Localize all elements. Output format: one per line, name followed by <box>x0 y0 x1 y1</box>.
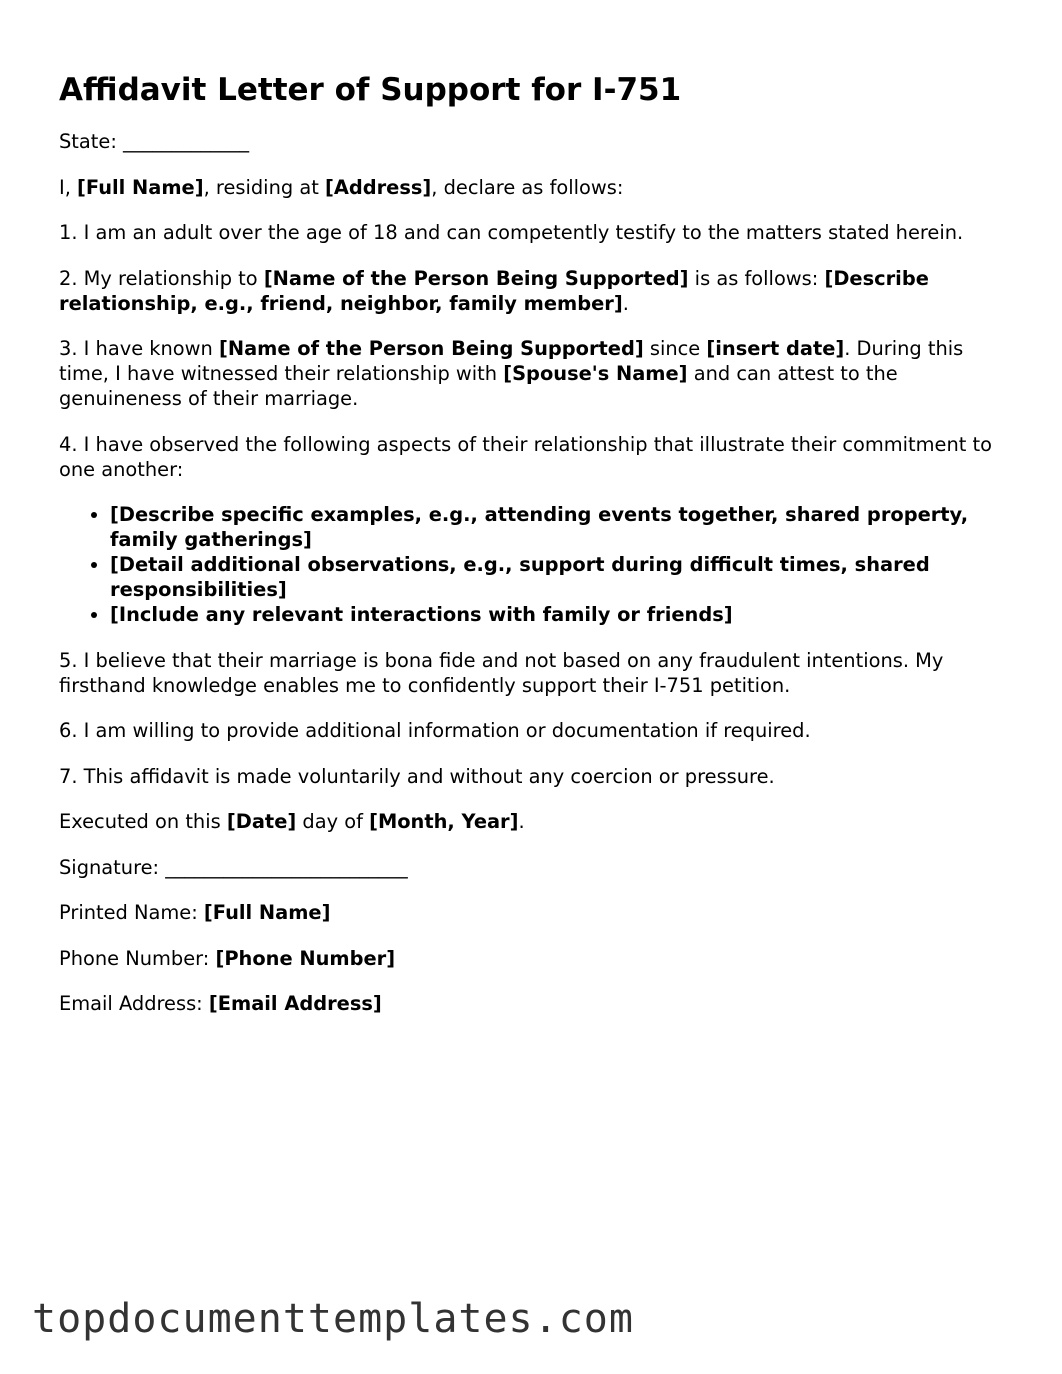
para3-mid1: since <box>643 337 707 361</box>
state-label: State: <box>59 130 117 154</box>
declaration-pre: I, <box>59 175 78 199</box>
email-label: Email Address: <box>59 992 209 1016</box>
declaration-paragraph <box>59 175 1009 200</box>
supported-person-placeholder: [Name of the Person Being Supported] <box>263 266 689 290</box>
paragraph-1: 1. I am an adult over the age of 18 and can competently testify to the matters stated herein. <box>59 221 964 245</box>
executed-pre: Executed on this <box>59 810 227 834</box>
signature-blank: _________________________ <box>165 855 408 879</box>
executed-line <box>59 809 1009 834</box>
paragraph-2 <box>59 266 1009 316</box>
site-watermark: topdocumenttemplates.com <box>32 1296 634 1342</box>
spouse-name-placeholder: [Spouse's Name] <box>503 362 688 386</box>
declaration-post: , declare as follows: <box>431 175 624 199</box>
phone-placeholder: [Phone Number] <box>215 946 396 970</box>
para2-pre: 2. My relationship to <box>59 266 264 290</box>
paragraph-4: 4. I have observed the following aspects of their relationship that illustrate their commitment to one another: <box>59 432 992 481</box>
printed-name-line <box>59 900 1009 925</box>
address-placeholder: [Address] <box>324 175 432 199</box>
para3-pre: 3. I have known <box>59 337 219 361</box>
declaration-mid: , residing at <box>203 175 325 199</box>
relationship-placeholder: [Describe relationship, e.g., friend, neighbor, family member] <box>59 266 929 315</box>
phone-label: Phone Number: <box>59 946 216 970</box>
executed-mid: day of <box>296 810 370 834</box>
state-line <box>59 129 1009 154</box>
paragraph-7: 7. This affidavit is made voluntarily and without any coercion or pressure. <box>59 764 775 788</box>
printed-name-label: Printed Name: <box>59 901 204 925</box>
email-placeholder: [Email Address] <box>208 992 382 1016</box>
document-title: Affidavit Letter of Support for I-751 <box>59 72 682 108</box>
paragraph-5: 5. I believe that their marriage is bona fide and not based on any fraudulent intentions. My firsthand knowledge enables me to confidently support their I-751 petition. <box>59 648 944 697</box>
signature-line <box>59 855 1009 880</box>
state-blank: _____________ <box>123 130 250 154</box>
printed-name-placeholder: [Full Name] <box>203 901 331 925</box>
list-item: • [Include any relevant interactions with family or friends] <box>110 602 1009 627</box>
date-placeholder: [Date] <box>226 810 297 834</box>
paragraph-3 <box>59 336 1009 411</box>
month-year-placeholder: [Month, Year] <box>369 810 519 834</box>
para2-post: . <box>622 291 629 315</box>
document-page <box>59 72 1009 1037</box>
observations-list <box>59 502 1009 627</box>
email-line <box>59 991 1009 1016</box>
signature-label: Signature: <box>59 855 160 879</box>
known-since-date-placeholder: [insert date] <box>706 337 845 361</box>
executed-post: . <box>518 810 525 834</box>
supported-person-placeholder: [Name of the Person Being Supported] <box>218 337 644 361</box>
list-item: • [Describe specific examples, e.g., attending events together, shared property, family gatherings] <box>110 502 1009 552</box>
paragraph-6: 6. I am willing to provide additional information or documentation if required. <box>59 719 811 743</box>
para2-mid: is as follows: <box>688 266 825 290</box>
phone-line <box>59 946 1009 971</box>
para3-mid2: . During this time, I have witnessed their relationship with <box>59 337 964 386</box>
list-item: • [Detail additional observations, e.g., support during difficult times, shared responsibilities] <box>110 552 1009 602</box>
declarant-name-placeholder: [Full Name] <box>77 175 204 199</box>
para3-post: and can attest to the genuineness of their marriage. <box>59 362 898 411</box>
